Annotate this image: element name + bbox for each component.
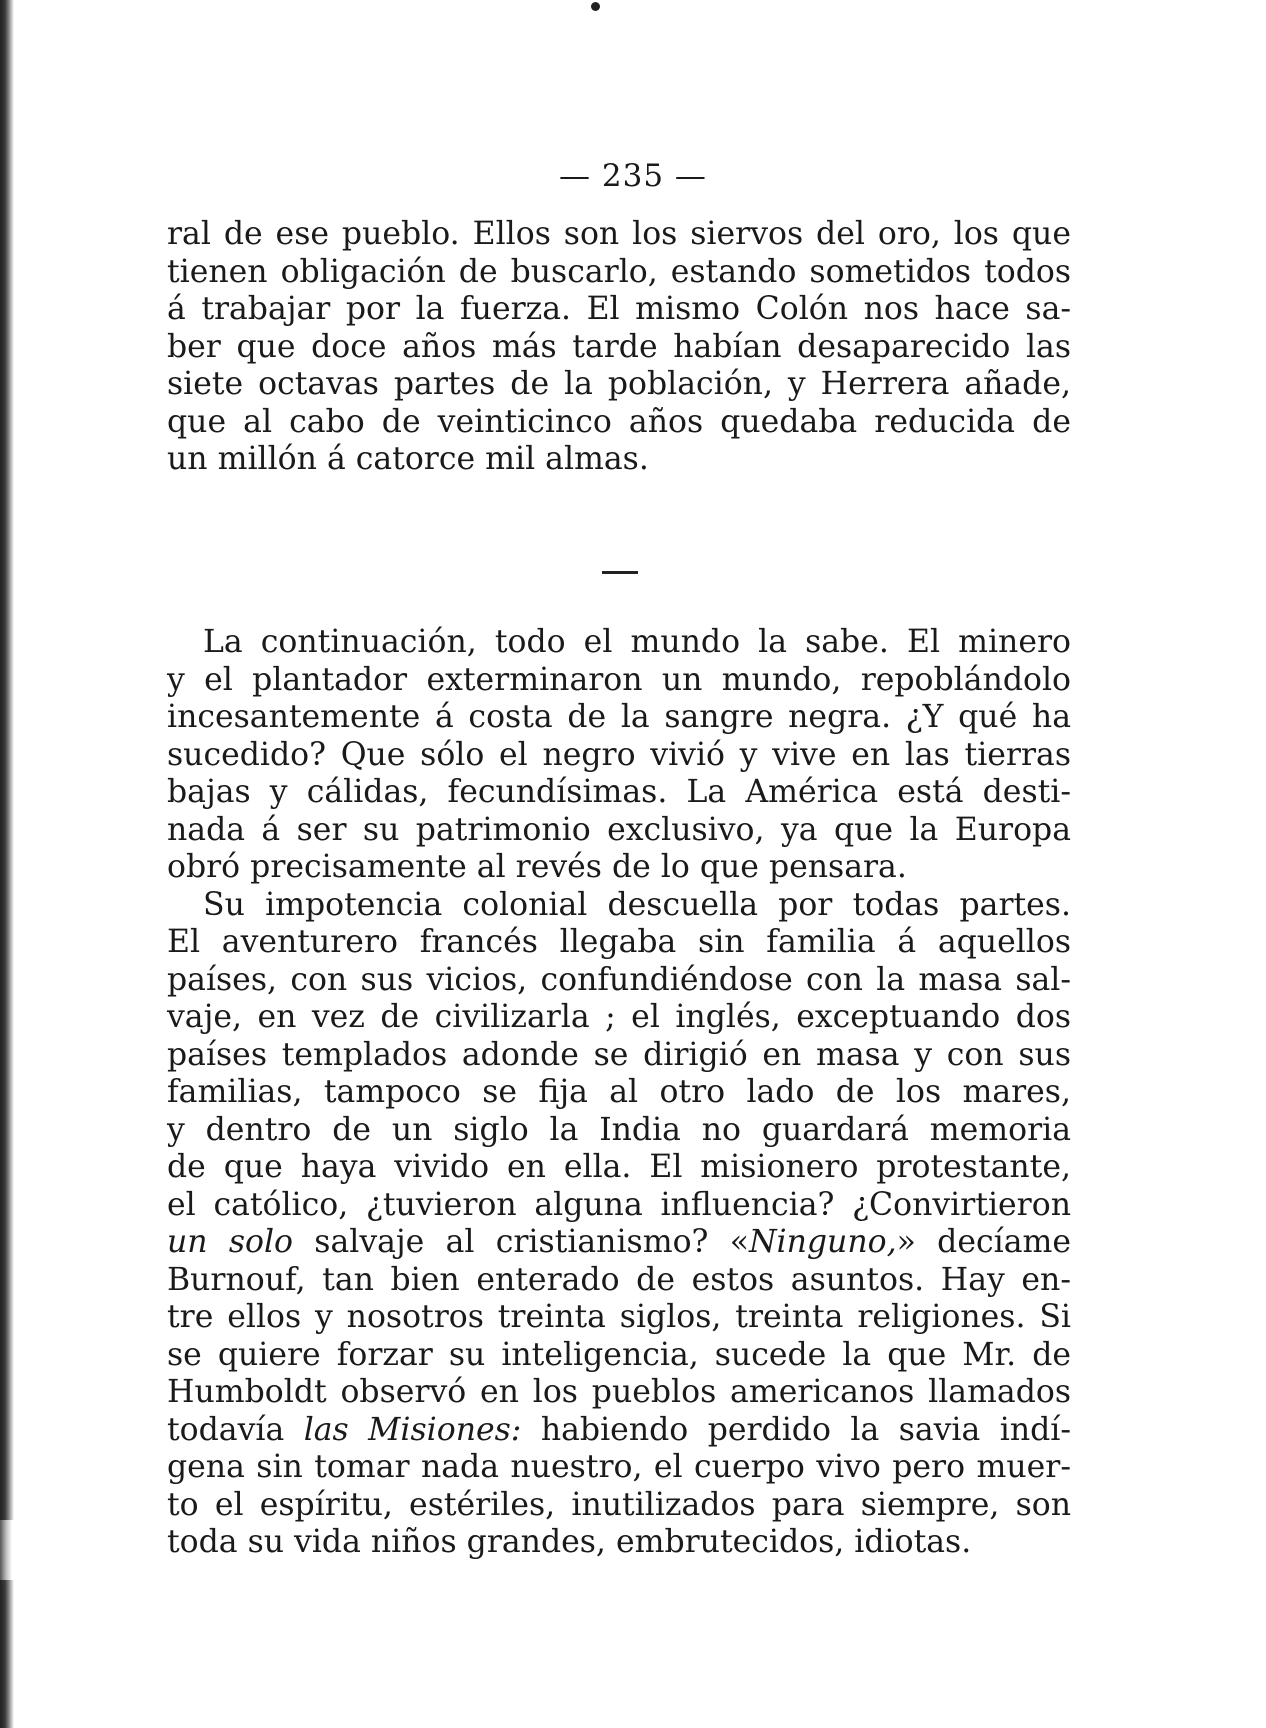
book-spine-shadow (0, 0, 14, 1728)
text-line: vaje, en vez de civilizarla ; el inglés, exceptuando dos (167, 999, 1071, 1035)
italic-phrase: un solo (167, 1224, 294, 1260)
text-run: » decíame (896, 1224, 1071, 1260)
text-line: to el espíritu, estériles, inutilizados para siempre, son (167, 1486, 1071, 1523)
text-line: Humboldt observó en los pueblos americanos llamados (167, 1374, 1071, 1410)
book-spine-edge (0, 1520, 14, 1580)
text-line: toda su vida niños grandes, embrutecidos, idiotas. (167, 1524, 972, 1560)
text-line: que al cabo de veinticinco años quedaba reducida de (167, 403, 1071, 440)
text-line: sucedido? Que sólo el negro vivió y vive en las tierras (167, 736, 1071, 773)
text-line: bajas y cálidas, fecundísimas. La América está desti- (167, 774, 1071, 810)
text-line: incesantemente á costa de la sangre negra. ¿Y qué ha (167, 699, 1071, 735)
text-line: obró precisamente al revés de lo que pensara. (167, 849, 907, 885)
text-line: Su impotencia colonial descuella por todas partes. (203, 886, 1071, 923)
body-text (167, 624, 1071, 1562)
text-run: salvaje al cristianismo? « (293, 1224, 749, 1260)
text-line: un millón á catorce mil almas. (167, 441, 649, 477)
text-line: gena sin tomar nada nuestro, el cuerpo vivo pero muer- (167, 1449, 1071, 1485)
text-line: siete octavas partes de la población, y Herrera añade, (167, 366, 1071, 402)
text-line: ber que doce años más tarde habían desaparecido las (167, 328, 1071, 365)
text-line: La continuación, todo el mundo la sabe. El minero (203, 624, 1071, 660)
text-line: á trabajar por la fuerza. El mismo Colón nos hace sa- (167, 291, 1071, 327)
text-line (167, 1224, 1071, 1262)
page-number: — 235 — (559, 158, 707, 194)
text-line (167, 1412, 1071, 1450)
text-line: familias, tampoco se fija al otro lado de los mares, (167, 1074, 1071, 1110)
text-line: ral de ese pueblo. Ellos son los siervos del oro, los que (167, 216, 1071, 252)
ink-speck (591, 2, 600, 11)
text-line: el católico, ¿tuvieron alguna influencia? ¿Convirtieron (167, 1186, 1071, 1223)
italic-phrase: las Misiones: (303, 1411, 522, 1448)
text-line: se quiere forzar su inteligencia, sucede la que Mr. de (167, 1336, 1071, 1373)
text-run: todavía (167, 1411, 304, 1448)
text-line: y el plantador exterminaron un mundo, repoblándolo (167, 661, 1071, 698)
text-line: y dentro de un siglo la India no guardará memoria (167, 1111, 1071, 1148)
text-line: Burnouf, tan bien enterado de estos asuntos. Hay en- (167, 1261, 1071, 1298)
italic-phrase: Ninguno, (748, 1224, 897, 1260)
text-run: habiendo perdido la savia indí- (521, 1411, 1071, 1448)
text-line: tienen obligación de buscarlo, estando sometidos todos (167, 253, 1071, 290)
text-line: El aventurero francés llegaba sin familia á aquellos (167, 924, 1071, 960)
text-line: países, con sus vicios, confundiéndose con la masa sal- (167, 961, 1071, 998)
paragraph-1 (167, 216, 1071, 479)
text-line: nada á ser su patrimonio exclusivo, ya que la Europa (167, 811, 1071, 848)
section-separator (602, 571, 638, 574)
text-line: tre ellos y nosotros treinta siglos, treinta religiones. Si (167, 1299, 1071, 1335)
text-line: de que haya vivido en ella. El misionero protestante, (167, 1149, 1071, 1185)
text-line: países templados adonde se dirigió en masa y con sus (167, 1036, 1071, 1073)
